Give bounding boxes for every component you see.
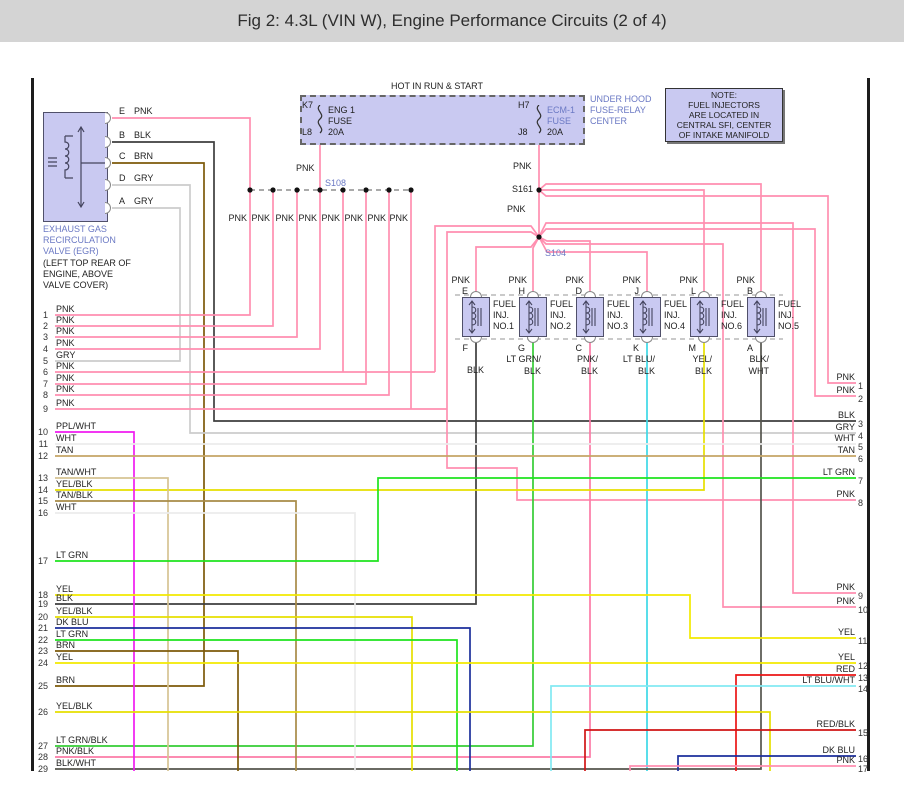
injector-3-bottom-wire-label-1: PNK/ [576,354,598,364]
right-wire-16-number: 16 [858,754,869,764]
right-wire-2-label: PNK [836,385,855,395]
injector-4-bottom-pin: K [632,343,639,353]
right-wire-8-number: 8 [858,498,864,508]
egr-pin-E-letter: E [119,106,126,116]
injector-3-top-pin: D [575,286,582,296]
injector-2-top-bump [527,291,539,297]
right-wire-17-label: PNK [836,755,855,765]
right-wire-2-number: 2 [858,394,864,404]
left-wire-27-label: LT GRN/BLK [56,735,108,745]
injector-5-top-bump [698,291,710,297]
injector-6-title-1: FUEL [778,299,802,309]
injector-4-top-wire-label: PNK [622,275,641,285]
injector-5-bottom-wire-label-2: BLK [694,366,712,376]
right-wire-6-number: 6 [858,454,864,464]
injector-5-title-1: FUEL [721,299,745,309]
injector-4-bottom-wire-label-1: LT BLU/ [622,354,655,364]
injector-6-bottom-pin: A [746,343,753,353]
s108-drop-5-wire-label: PNK [321,213,340,223]
left-wire-10-label: PPL/WHT [56,421,97,431]
egr-pin-D-letter: D [119,173,126,183]
fuel-injector-coil-symbol [462,297,490,337]
injector-4-title-2: INJ. [664,310,681,320]
injector-6-title-2: INJ. [778,310,795,320]
injector-3-title-2: INJ. [607,310,624,320]
left-wire-15-number: 15 [37,496,48,506]
right-wire-4-number: 4 [858,431,864,441]
injector-1-title-1: FUEL [493,299,517,309]
left-wire-19-number: 19 [37,599,48,609]
fuse2-symbol [531,105,547,135]
left-wire-26-label: YEL/BLK [56,701,93,711]
right-wire-3-label: BLK [837,410,855,420]
fuel-injector-coil-symbol [690,297,718,337]
splice-label-s104: S104 [545,248,567,258]
left-wire-22-number: 22 [37,635,48,645]
left-wire-14-label: YEL/BLK [56,479,93,489]
injector-4-bottom-wire-label-2: BLK [637,366,655,376]
injector-4-number: NO.4 [664,321,686,331]
left-wire-20-label: YEL/BLK [56,606,93,616]
right-wire-13-number: 13 [858,673,869,683]
right-wire-14-label: LT BLU/WHT [802,675,855,685]
junction-dot [270,187,275,192]
injector-2-bottom-wire-label-2: BLK [523,366,541,376]
left-wire-10-number: 10 [37,427,48,437]
junction-dot [536,234,541,239]
right-wire-7-label: LT GRN [822,467,855,477]
right-wire-5-number: 5 [858,442,864,452]
injector-2-title-1: FUEL [550,299,574,309]
right-wire-9-label: PNK [836,582,855,592]
right-wire-1-label: PNK [836,372,855,382]
right-wire-6-label: TAN [837,445,855,455]
left-wire-12-number: 12 [37,451,48,461]
fuse-center-location-1: UNDER HOOD [590,94,652,104]
splice-label-s108: S108 [325,178,347,188]
left-wire-13-number: 13 [37,473,48,483]
right-wire-14-number: 14 [858,684,869,694]
s108-drop-2-wire-label: PNK [251,213,270,223]
left-wire-11-label: WHT [56,433,77,443]
splice-label-s161: S161 [512,184,534,194]
left-wire-24-number: 24 [37,658,48,668]
fuse1-rating: 20A [328,127,345,137]
injector-1-bottom-wire-label-1: BLK [466,365,484,375]
injector-3-bottom-wire-label-2: BLK [580,366,598,376]
fuel-injector-coil-symbol [633,297,661,337]
left-wire-9-label: PNK [56,398,75,408]
injector-6-number: NO.5 [778,321,800,331]
injector-5-number: NO.6 [721,321,743,331]
s108-drop-6-wire-label: PNK [344,213,363,223]
egr-pin-D-wire-label: GRY [134,173,154,183]
right-wire-11-number: 11 [858,636,868,646]
fuel-injector-coil-symbol [519,297,547,337]
wire-inj6-a-blkwht [55,342,761,769]
wire-left21-dkblu [55,628,470,771]
left-wire-14-number: 14 [37,485,48,495]
left-wire-7-number: 7 [42,379,48,389]
pnk-feed-label-3: PNK [507,204,526,214]
junction-dot [363,187,368,192]
fuse1-bottom-pin: L8 [302,127,313,137]
left-wire-15-label: TAN/BLK [56,490,93,500]
fuse1-top-pin: K7 [302,100,314,110]
left-wire-2-number: 2 [42,321,48,331]
injector-2-title-2: INJ. [550,310,567,320]
injector-5-bottom-wire-label-1: YEL/ [692,354,712,364]
left-wire-23-number: 23 [37,646,48,656]
injector-6-top-bump [755,291,767,297]
left-wire-1-number: 1 [42,310,48,320]
left-wire-28-number: 28 [37,752,48,762]
injector-2-bottom-wire-label-1: LT GRN/ [506,354,541,364]
s108-drop-8-wire-label: PNK [389,213,408,223]
egr-pin-A-letter: A [119,196,126,206]
left-wire-27-number: 27 [37,741,48,751]
right-wire-3-number: 3 [858,419,864,429]
egr-pin-E-wire-label: PNK [134,106,153,116]
right-wire-12-label: YEL [837,652,855,662]
left-wire-20-number: 20 [37,612,48,622]
page-title: Fig 2: 4.3L (VIN W), Engine Performance Circuits (2 of 4) [237,11,667,30]
egr-pin-C-letter: C [119,151,126,161]
injector-4-title-1: FUEL [664,299,688,309]
left-wire-17-label: LT GRN [56,550,89,560]
left-wire-6-label: PNK [56,361,75,371]
injector-5-top-pin: L [690,286,696,296]
fuse1-name-1: ENG 1 [328,105,356,115]
left-wire-6-number: 6 [42,367,48,377]
injector-1-number: NO.1 [493,321,515,331]
egr-label-black-3: VALVE COVER) [43,280,109,290]
fuse2-name-2: FUSE [547,116,572,126]
note-line-3: ARE LOCATED IN [688,110,760,120]
right-wire-8-label: PNK [836,489,855,499]
injector-2-number: NO.2 [550,321,572,331]
egr-pin-A-wire-label: GRY [134,196,154,206]
s108-drop-3-wire-label: PNK [275,213,294,223]
left-wire-19-label: BLK [56,593,74,603]
right-wire-17-number: 17 [858,764,869,774]
junction-dot [247,187,252,192]
junction-dot [317,187,322,192]
right-wire-11-label: YEL [837,627,855,637]
injector-1-bottom-pin: F [462,343,468,353]
fuel-injector-coil-symbol [576,297,604,337]
note-box [665,88,783,142]
right-wire-15-label: RED/BLK [816,719,855,729]
injector-1-title-2: INJ. [493,310,510,320]
left-wire-4-label: PNK [56,338,75,348]
wire-left15-tanblk [55,501,296,771]
left-wire-18-label: YEL [56,584,74,594]
egr-pin-C-wire-label: BRN [134,151,154,161]
s108-drop-4-wire-label: PNK [298,213,317,223]
left-wire-16-label: WHT [56,502,77,512]
wire-left16-wht [55,513,355,771]
s108-drop-7-wire-label: PNK [367,213,386,223]
s108-drop-1-wire-label: PNK [228,213,247,223]
left-wire-25-label: BRN [56,675,76,685]
injector-2-top-pin: H [518,286,525,296]
left-wire-11-number: 11 [38,439,48,449]
egr-label-blue-2: RECIRCULATION [43,235,116,245]
left-wire-18-number: 18 [37,590,48,600]
left-wire-1-label: PNK [56,304,75,314]
egr-pin-B-letter: B [119,130,126,140]
injector-4-top-bump [641,291,653,297]
wire-left22-ltgrn [55,640,457,771]
left-wire-3-number: 3 [42,332,48,342]
left-wire-26-number: 26 [37,707,48,717]
injector-6-top-wire-label: PNK [736,275,755,285]
injector-3-title-1: FUEL [607,299,631,309]
injector-5-title-2: INJ. [721,310,738,320]
left-wire-12-label: TAN [56,445,74,455]
right-wire-9-number: 9 [858,591,864,601]
right-wire-10-number: 10 [858,605,869,615]
left-wire-2-label: PNK [56,315,75,325]
left-wire-13-label: TAN/WHT [56,467,97,477]
left-wire-8-label: PNK [56,384,75,394]
right-wire-7-number: 7 [858,476,864,486]
pnk-feed-label-2: PNK [513,161,532,171]
injector-3-number: NO.3 [607,321,629,331]
left-wire-29-label: BLK/WHT [56,758,97,768]
fuse-center-location-3: CENTER [590,116,628,126]
junction-dot [386,187,391,192]
injector-3-bottom-pin: C [575,343,582,353]
injector-1-top-pin: E [461,286,468,296]
fuse2-bottom-pin: J8 [518,127,528,137]
right-wire-12-number: 12 [858,661,869,671]
injector-4-top-pin: J [634,286,639,296]
note-line-5: OF INTAKE MANIFOLD [678,130,770,140]
egr-label-blue-1: EXHAUST GAS [43,224,107,234]
egr-label-black-2: ENGINE, ABOVE [43,269,114,279]
fuse1-symbol [312,105,328,135]
injector-2-top-wire-label: PNK [508,275,527,285]
note-line-4: CENTRAL SFI, CENTER [676,120,772,130]
junction-dot [536,187,541,192]
left-wire-5-number: 5 [42,356,48,366]
left-wire-7-label: PNK [56,373,75,383]
injector-5-top-wire-label: PNK [679,275,698,285]
right-wire-5-label: WHT [834,433,855,443]
injector-6-bottom-wire-label-2: WHT [748,366,769,376]
hot-in-run-start-label: HOT IN RUN & START [390,81,483,91]
left-wire-29-number: 29 [37,764,48,774]
egr-pin-B-wire-label: BLK [134,130,152,140]
left-wire-21-label: DK BLU [56,617,89,627]
right-wire-1-number: 1 [858,381,864,391]
injector-5-bottom-pin: M [688,343,696,353]
fuse2-top-pin: H7 [518,100,530,110]
fuse1-name-2: FUSE [328,116,353,126]
fuse2-name-1: ECM-1 [547,105,576,115]
wire-egr-e-pnk [112,118,250,190]
right-wire-15-number: 15 [858,728,869,738]
left-wire-21-number: 21 [37,623,48,633]
left-wire-3-label: PNK [56,326,75,336]
egr-valve-symbol [43,112,108,222]
left-wire-25-number: 25 [37,681,48,691]
left-wire-8-number: 8 [42,390,48,400]
injector-1-top-wire-label: PNK [451,275,470,285]
left-wire-17-number: 17 [37,556,48,566]
left-wire-5-label: GRY [56,350,76,360]
note-line-1: NOTE: [711,90,737,100]
junction-dot [408,187,413,192]
left-wire-16-number: 16 [37,508,48,518]
pnk-feed-label-1: PNK [296,163,315,173]
left-wire-24-label: YEL [56,652,74,662]
note-line-2: FUEL INJECTORS [688,100,760,110]
wire-inj1-f-blk [55,342,476,604]
junction-dot [294,187,299,192]
injector-6-bottom-wire-label-1: BLK/ [749,354,769,364]
injector-2-bottom-pin: G [517,343,525,353]
egr-label-blue-3: VALVE (EGR) [43,246,99,256]
fuel-injector-coil-symbol [747,297,775,337]
right-wire-16-label: DK BLU [822,745,855,755]
egr-label-black-1: (LEFT TOP REAR OF [43,258,131,268]
fuse2-rating: 20A [547,127,564,137]
right-wire-10-label: PNK [836,596,855,606]
injector-1-top-bump [470,291,482,297]
right-wire-4-label: GRY [835,422,855,432]
right-wire-13-label: RED [835,664,855,674]
wire-inj3-c-pnkblk [55,342,590,757]
left-wire-4-number: 4 [42,344,48,354]
injector-6-top-pin: B [746,286,753,296]
left-wire-28-label: PNK/BLK [56,746,95,756]
injector-3-top-bump [584,291,596,297]
left-wire-22-label: LT GRN [56,629,89,639]
wire-s104-to-pinH [533,237,539,292]
left-wire-23-label: BRN [56,640,76,650]
injector-3-top-wire-label: PNK [565,275,584,285]
fuse-center-location-2: FUSE-RELAY [590,105,646,115]
left-wire-9-number: 9 [42,404,48,414]
